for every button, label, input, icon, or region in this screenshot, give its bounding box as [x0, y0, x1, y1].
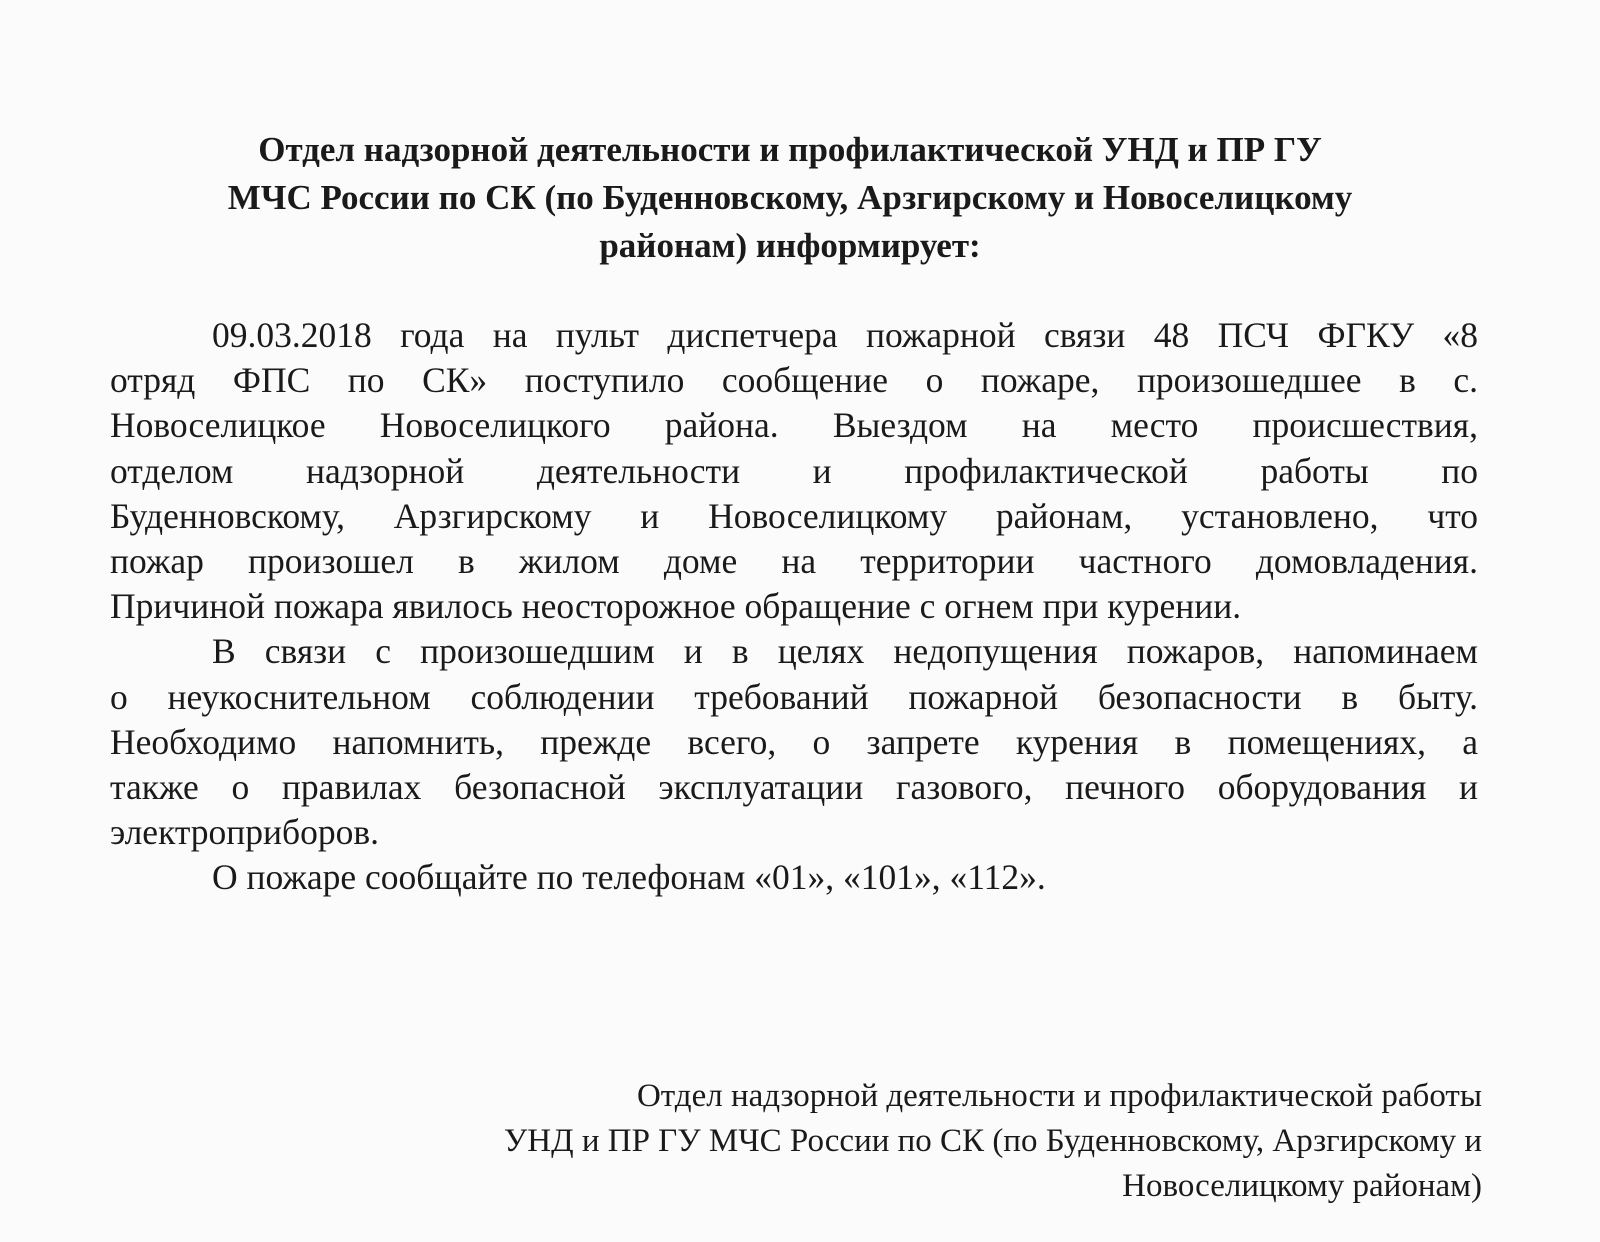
paragraph-line: В связи с произошедшим и в целях недопущения пожаров, напоминаем	[212, 631, 1478, 672]
paragraph-line: Буденновскому, Арзгирскому и Новоселицкому районам, установлено, что	[110, 495, 1478, 536]
paragraph-reminder	[110, 629, 1478, 855]
document-heading	[110, 126, 1470, 270]
heading-line: районам) информирует:	[599, 226, 981, 265]
paragraph-line: О пожаре сообщайте по телефонам «01», «101», «112».	[212, 857, 1046, 898]
signature-line: УНД и ПР ГУ МЧС России по СК (по Буденновскому, Арзгирскому и	[503, 1123, 1482, 1159]
paragraph-line: Новоселицкое Новоселицкого района. Выездом на место происшествия,	[110, 405, 1478, 446]
paragraph-line: отряд ФПС по СК» поступило сообщение о пожаре, произошедшее в с.	[110, 360, 1478, 401]
signature-line: Новоселицкому районам)	[1122, 1168, 1482, 1204]
paragraph-line: отделом надзорной деятельности и профилактической работы по	[110, 450, 1478, 491]
paragraph-line: 09.03.2018 года на пульт диспетчера пожарной связи 48 ПСЧ ФГКУ «8	[212, 315, 1478, 355]
paragraph-incident	[110, 313, 1478, 629]
heading-line: Отдел надзорной деятельности и профилактической УНД и ПР ГУ	[258, 130, 1322, 169]
paragraph-line: пожар произошел в жилом доме на территории частного домовладения.	[110, 541, 1478, 582]
paragraph-line: Причиной пожара явилось неосторожное обращение с огнем при курении.	[110, 586, 1242, 627]
paragraph-line: Необходимо напомнить, прежде всего, о запрете курения в помещениях, а	[110, 721, 1478, 762]
signature-line: Отдел надзорной деятельности и профилактической работы	[636, 1078, 1482, 1114]
document-body	[110, 313, 1478, 901]
paragraph-phones	[110, 855, 1478, 900]
paragraph-line: электроприборов.	[110, 812, 379, 853]
signature-block	[504, 1074, 1482, 1209]
paragraph-line: о неукоснительном соблюдении требований пожарной безопасности в быту.	[110, 676, 1478, 717]
heading-line: МЧС России по СК (по Буденновскому, Арзгирскому и Новоселицкому	[227, 178, 1353, 217]
paragraph-line: также о правилах безопасной эксплуатации газового, печного оборудования и	[110, 767, 1478, 808]
